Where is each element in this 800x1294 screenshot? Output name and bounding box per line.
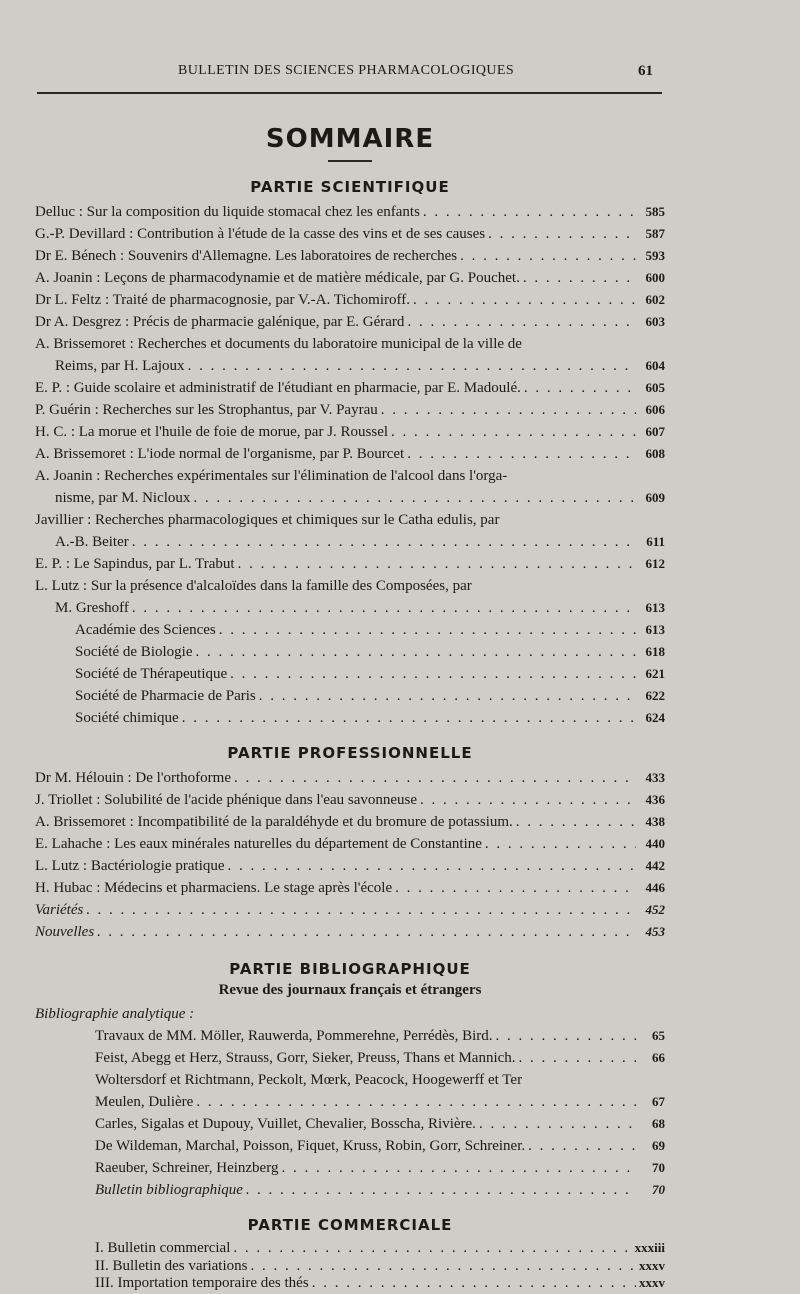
toc-entry: H. C. : La morue et l'huile de foie de morue, par J. Roussel . . . 607 <box>35 424 665 446</box>
toc-entry: nisme, par M. Nicloux . . . 609 <box>55 490 665 512</box>
toc-entry: I. Bulletin commercial . . . xxxiii <box>95 1240 665 1262</box>
toc-entry: J. Triollet : Solubilité de l'acide phénique dans l'eau savonneuse . . . 436 <box>35 792 665 814</box>
toc-entry: Dr M. Hélouin : De l'orthoforme . . . 433 <box>35 770 665 792</box>
page-number: 61 <box>638 63 653 79</box>
toc-entry: Société de Pharmacie de Paris . . . 622 <box>75 688 665 710</box>
toc-entry-continued: Woltersdorf et Richtmann, Peckolt, Mœrk, Peacock, Hoogewerff et Ter <box>95 1072 523 1088</box>
toc-entry: Société de Thérapeutique . . . 621 <box>75 666 665 688</box>
toc-entry-continued: A. Brissemoret : Recherches et documents du laboratoire municipal de la ville de <box>35 336 522 352</box>
section-heading-scientifique: PARTIE SCIENTIFIQUE <box>250 178 450 196</box>
running-header <box>0 63 800 83</box>
toc-entry: Meulen, Dulière . . . 67 <box>95 1094 665 1116</box>
toc-entry: Dr E. Bénech : Souvenirs d'Allemagne. Les laboratoires de recherches . . . 593 <box>35 248 665 270</box>
toc-entry: H. Hubac : Médecins et pharmaciens. Le stage après l'école . . . 446 <box>35 880 665 902</box>
section-heading-commerciale: PARTIE COMMERCIALE <box>247 1216 453 1234</box>
toc-entry: E. P. : Le Sapindus, par L. Trabut . . . 612 <box>35 556 665 578</box>
section-subheading: Revue des journaux français et étrangers <box>218 982 482 998</box>
title-underline <box>328 160 372 162</box>
toc-entry: Dr L. Feltz : Traité de pharmacognosie, par V.-A. Tichomiroff. . . . 602 <box>35 292 665 314</box>
page-title: SOMMAIRE <box>265 124 435 154</box>
toc-entry: Société chimique . . . 624 <box>75 710 665 732</box>
toc-entry: G.-P. Devillard : Contribution à l'étude de la casse des vins et de ses causes . . . 587 <box>35 226 665 248</box>
toc-entry: Reims, par H. Lajoux . . . 604 <box>55 358 665 380</box>
section-heading-professionnelle: PARTIE PROFESSIONNELLE <box>227 744 473 762</box>
toc-entry: E. Lahache : Les eaux minérales naturelles du département de Constantine . . . 440 <box>35 836 665 858</box>
toc-entry: A.-B. Beiter . . . 611 <box>55 534 665 556</box>
toc-entry: Société de Biologie . . . 618 <box>75 644 665 666</box>
toc-entry: II. Bulletin des variations . . . xxxv <box>95 1258 665 1280</box>
toc-entry: Variétés . . . 452 <box>35 902 665 924</box>
toc-subsection-label: Bibliographie analytique : <box>35 1006 195 1022</box>
toc-entry-continued: Javillier : Recherches pharmacologiques et chimiques sur le Catha edulis, par <box>35 512 500 528</box>
toc-entry: P. Guérin : Recherches sur les Strophantus, par V. Payrau . . . 606 <box>35 402 665 424</box>
toc-entry: Delluc : Sur la composition du liquide stomacal chez les enfants . . . 585 <box>35 204 665 226</box>
section-heading-bibliographique: PARTIE BIBLIOGRAPHIQUE <box>229 960 471 978</box>
toc-entry: Feist, Abegg et Herz, Strauss, Gorr, Sieker, Preuss, Thans et Mannich. . . . 66 <box>95 1050 665 1072</box>
toc-entry: Raeuber, Schreiner, Heinzberg . . . 70 <box>95 1160 665 1182</box>
toc-entry: A. Brissemoret : L'iode normal de l'organisme, par P. Bourcet . . . 608 <box>35 446 665 468</box>
toc-entry: De Wildeman, Marchal, Poisson, Fiquet, Kruss, Robin, Gorr, Schreiner. . . . 69 <box>95 1138 665 1160</box>
toc-entry: Travaux de MM. Möller, Rauwerda, Pommerehne, Perrédès, Bird. . . . 65 <box>95 1028 665 1050</box>
toc-entry: L. Lutz : Bactériologie pratique . . . 442 <box>35 858 665 880</box>
toc-entry: Bulletin bibliographique . . . 70 <box>95 1182 665 1204</box>
toc-entry: A. Joanin : Leçons de pharmacodynamie et de matière médicale, par G. Pouchet. . . . 600 <box>35 270 665 292</box>
journal-title: BULLETIN DES SCIENCES PHARMACOLOGIQUES <box>178 63 515 78</box>
toc-entry: Académie des Sciences . . . 613 <box>75 622 665 644</box>
toc-entry: Nouvelles . . . 453 <box>35 924 665 946</box>
toc-entry-continued: L. Lutz : Sur la présence d'alcaloïdes dans la famille des Composées, par <box>35 578 472 594</box>
toc-entry-continued: A. Joanin : Recherches expérimentales sur l'élimination de l'alcool dans l'orga- <box>35 468 508 484</box>
toc-entry: A. Brissemoret : Incompatibilité de la paraldéhyde et du bromure de potassium. . . . 438 <box>35 814 665 836</box>
toc-entry: III. Importation temporaire des thés . . . xxxv <box>95 1275 665 1293</box>
toc-entry: Carles, Sigalas et Dupouy, Vuillet, Chevalier, Bosscha, Rivière. . . . 68 <box>95 1116 665 1138</box>
toc-entry: M. Greshoff . . . 613 <box>55 600 665 622</box>
toc-entry: E. P. : Guide scolaire et administratif de l'étudiant en pharmacie, par E. Madoulé. . . . 605 <box>35 380 665 402</box>
header-rule <box>37 92 662 94</box>
toc-entry: Dr A. Desgrez : Précis de pharmacie galénique, par E. Gérard . . . 603 <box>35 314 665 336</box>
